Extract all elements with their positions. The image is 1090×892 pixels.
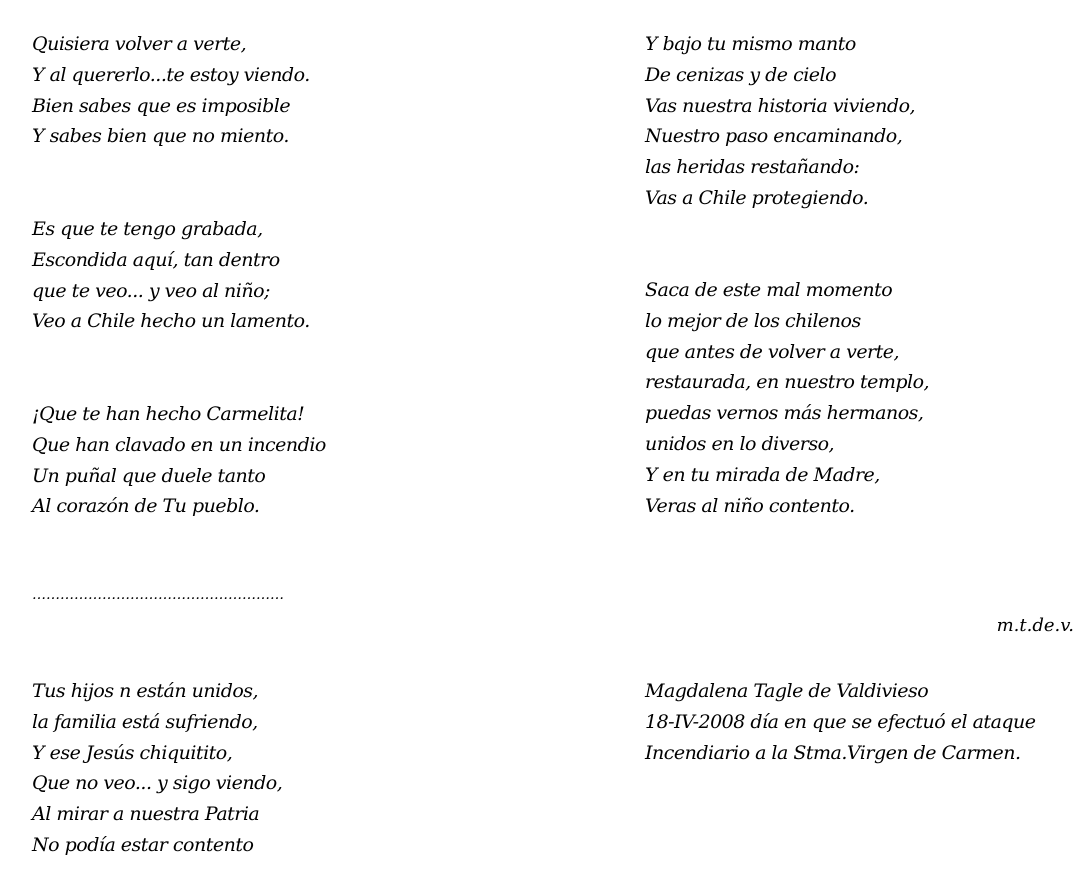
verse-line: Y sabes bien que no miento.: [32, 125, 289, 148]
verse-line: restaurada, en nuestro templo,: [645, 371, 930, 394]
verse-line: Quisiera volver a verte,: [32, 33, 247, 55]
verse-line: Vas a Chile protegiendo.: [645, 186, 869, 209]
verse-line: las heridas restañando:: [645, 156, 860, 179]
verse-line: Y bajo tu mismo manto: [645, 33, 856, 55]
verse-line: que te veo... y veo al niño;: [32, 279, 270, 302]
verse-line: Vas nuestra historia viviendo,: [645, 94, 916, 117]
verse-line: Veras al niño contento.: [645, 494, 855, 517]
verse-line: Que no veo... y sigo viendo,: [32, 772, 283, 795]
verse-line: la familia está sufriendo,: [32, 710, 258, 733]
dedication-note: Incendiario a la Stma.Virgen de Carmen.: [645, 741, 1021, 764]
verse-line: ¡Que te han hecho Carmelita!: [32, 403, 305, 425]
verse-line: Bien sabes que es imposible: [32, 94, 291, 117]
author-initials: m.t.de.v.: [996, 615, 1074, 636]
stanza-2: [32, 214, 310, 337]
verse-line: No podía estar contento: [32, 833, 254, 856]
verse-line: unidos en lo diverso,: [645, 432, 835, 455]
signature-block: [645, 676, 1036, 768]
verse-line: Al corazón de Tu pueblo.: [32, 495, 260, 518]
verse-line: lo mejor de los chilenos: [645, 309, 861, 332]
stanza-3: [32, 399, 326, 522]
verse-line: Escondida aquí, tan dentro: [32, 248, 280, 271]
date-note: 18-IV-2008 día en que se efectuó el ataque: [645, 710, 1036, 733]
verse-line: puedas vernos más hermanos,: [645, 402, 924, 425]
verse-line: Y al quererlo...te estoy viendo.: [32, 63, 310, 86]
stanza-6: [645, 275, 929, 521]
verse-line: Tus hijos n están unidos,: [32, 680, 259, 702]
author-name: Magdalena Tagle de Valdivieso: [645, 680, 929, 702]
dotted-separator: ………………………………………………: [32, 587, 284, 603]
verse-line: Veo a Chile hecho un lamento.: [32, 310, 310, 333]
verse-line: Saca de este mal momento: [645, 279, 893, 301]
verse-line: Y ese Jesús chiquitito,: [32, 741, 233, 764]
verse-line: Y en tu mirada de Madre,: [645, 463, 880, 486]
stanza-5: [645, 29, 915, 214]
stanza-1: [32, 29, 310, 152]
verse-line: Es que te tengo grabada,: [32, 218, 263, 240]
verse-line: Un puñal que duele tanto: [32, 464, 266, 487]
verse-line: De cenizas y de cielo: [645, 63, 837, 86]
stanza-4: [32, 676, 282, 861]
verse-line: que antes de volver a verte,: [645, 340, 900, 363]
verse-line: Al mirar a nuestra Patria: [32, 803, 260, 826]
verse-line: Nuestro paso encaminando,: [645, 125, 903, 148]
verse-line: Que han clavado en un incendio: [32, 433, 326, 456]
